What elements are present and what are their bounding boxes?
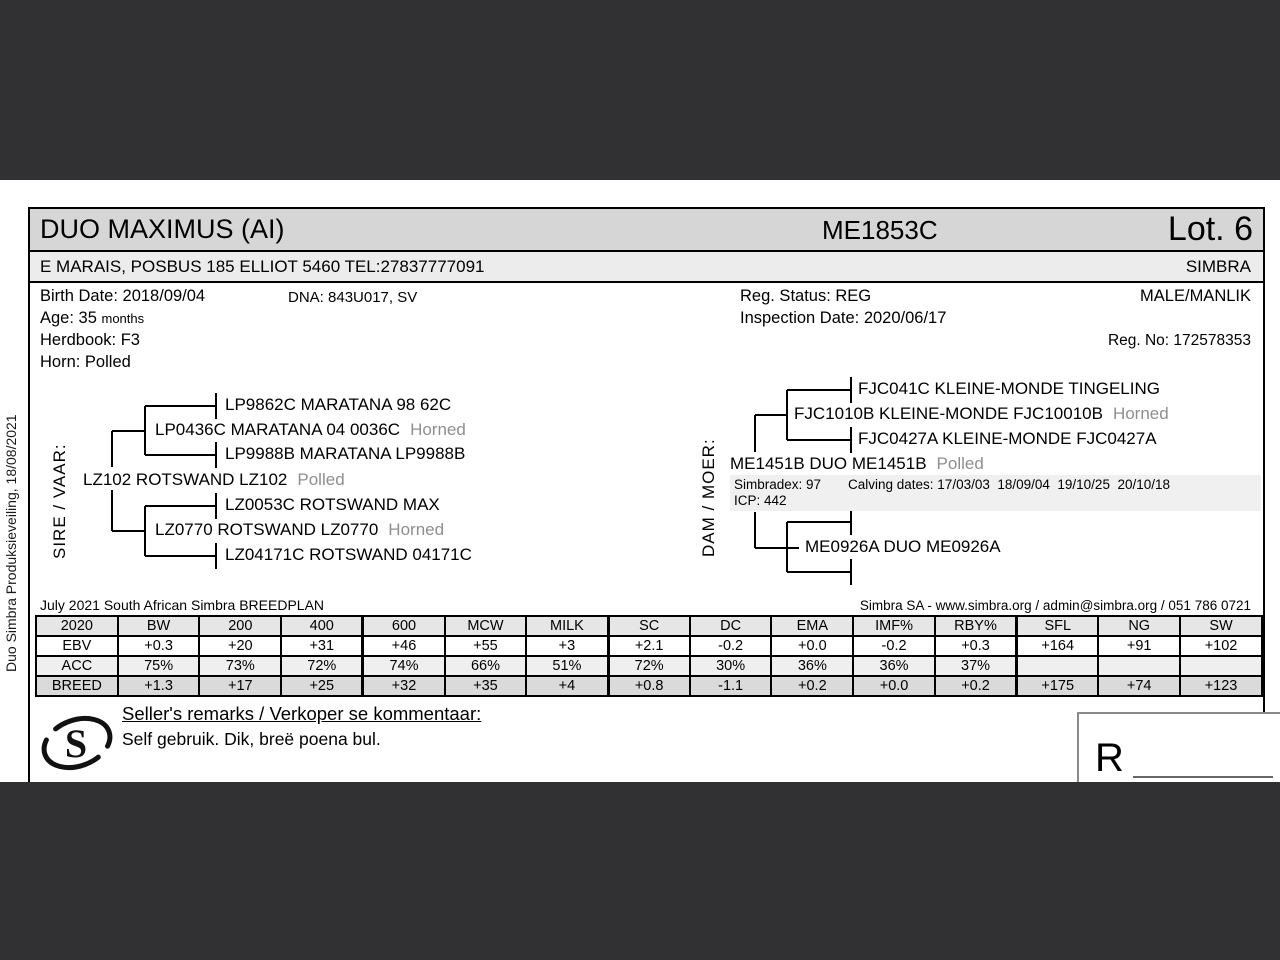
svg-text:S: S [64,721,88,766]
top-margin-band [0,0,1280,180]
table-header-row: 2020 BW 200 400 600 MCW MILK SC DC EMA IMF% RBY% SFL NG SW [36,616,1262,636]
price-write-in-line [1133,776,1273,778]
table-row-ebv: EBV +0.3 +20 +31 +46 +55 +3 +2.1 -0.2 +0.0 -0.2 +0.3 +164 +91 +102 [36,636,1262,656]
age-value: Age: 35 [40,309,97,327]
currency-symbol: R [1095,736,1124,780]
sire-grandsire-paternal: LP9862C MARATANA 98 62C [225,395,452,414]
table-row-acc: ACC 75% 73% 72% 74% 66% 51% 72% 30% 36% 36% 37% [36,656,1262,676]
dam-granddam-paternal: FJC0427A KLEINE-MONDE FJC0427A [858,429,1157,448]
lot-card [28,207,1265,782]
horn-tag: Horned [388,520,445,539]
calving-dates: Calving dates: 17/03/03 18/09/04 19/10/25 20/10/18 [848,477,1171,492]
dam-name: ME1451B DUO ME1451B Polled [730,454,984,473]
simbra-s-logo-icon [38,710,118,776]
dam-grandsire-paternal: FJC041C KLEINE-MONDE TINGELING [858,379,1160,398]
breeder-contact: E MARAIS, POSBUS 185 ELLIOT 5460 TEL:27837777091 [40,257,485,276]
birth-date: Birth Date: 2018/09/04 [40,287,206,305]
horn-tag: Polled [297,470,345,489]
herdbook: Herdbook: F3 [40,331,140,349]
icp-value: ICP: 442 [734,493,787,508]
sire-grandsire-maternal: LZ0053C ROTSWAND MAX [225,495,440,514]
title-bar [30,209,1263,252]
breedplan-title: July 2021 South African Simbra BREEDPLAN [40,597,325,613]
dam-section-label: DAM / MOER: [699,438,718,557]
lot-number: Lot. 6 [1167,210,1253,248]
sire-sire: LP0436C MARATANA 04 0036C Horned [155,420,466,439]
table-row-breed: BREED +1.3 +17 +25 +32 +35 +4 +0.8 -1.1 +0.2 +0.0 +0.2 +175 +74 +123 [36,676,1262,696]
simbradex-value: Simbradex: 97 [734,477,822,492]
inspection-date: Inspection Date: 2020/06/17 [740,309,947,327]
sire-name: LZ102 ROTSWAND LZ102 Polled [83,470,345,489]
animal-name: DUO MAXIMUS (AI) [40,214,285,244]
breedplan-table [35,615,1263,697]
reg-no: Reg. No: 172578353 [1107,332,1251,349]
bottom-margin-band [0,782,1280,960]
breedplan-contact: Simbra SA - www.simbra.org / admin@simbra.org / 051 786 0721 [859,598,1251,613]
catalog-margin-label: Duo Simbra Produksieveiling, 18/08/2021 [3,414,19,672]
reg-status: Reg. Status: REG [740,287,872,305]
dam-stats-strip [730,475,1261,511]
breed-name: SIMBRA [1185,257,1251,276]
sire-granddam-paternal: LP9988B MARATANA LP9988B [225,444,466,463]
sire-dam: LZ0770 ROTSWAND LZ0770 Horned [155,520,445,539]
horn-status: Horn: Polled [40,353,131,371]
age-unit: months [101,311,145,326]
horn-tag: Polled [936,454,984,473]
breeder-bar [30,252,1263,283]
age-row [40,309,144,328]
dna-info: DNA: 843U017, SV [288,289,418,306]
remarks-title: Seller's remarks / Verkoper se kommentaar: [122,703,482,724]
remarks-text: Self gebruik. Dik, breë poena bul. [122,729,381,749]
sire-section-label: SIRE / VAAR: [50,443,69,559]
dam-sire: FJC1010B KLEINE-MONDE FJC10010B Horned [794,404,1169,423]
animal-id: ME1853C [822,215,938,245]
sex-label: MALE/MANLIK [1140,287,1251,305]
horn-tag: Horned [1112,404,1169,423]
sire-granddam-maternal: LZ04171C ROTSWAND 04171C [225,545,472,564]
horn-tag: Horned [410,420,466,439]
price-box [1077,712,1280,784]
dam-dam: ME0926A DUO ME0926A [805,537,1001,556]
